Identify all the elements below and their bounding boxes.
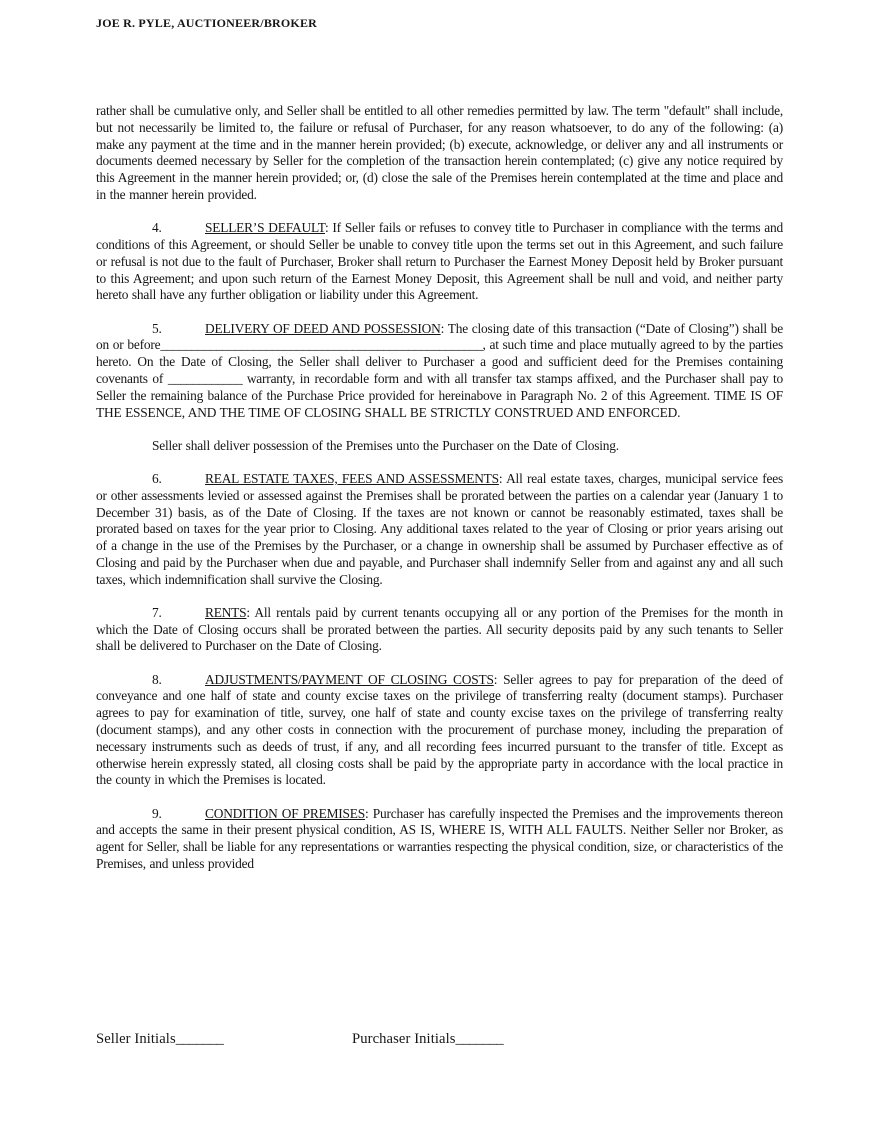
paragraph-text: rather shall be cumulative only, and Seller shall be entitled to all other remedies permitted by law. The term "default" shall include, but not necessarily be limited to, the failure or refusal of Purchaser, for any reason whatsoever, to do any of the following: (a) make any payment at the time and in the manner herein provided; (b) execute, acknowledge, or deliver any and all instruments or documents deemed necessary by Seller for the completion of the transaction herein contemplated; (c) give any notice required by this Agreement in the manner herein provided; or, (d) close the sale of the Premises herein contemplated at the time and place and in the manner herein provided. [96,103,783,202]
contract-body [96,103,783,889]
paragraph-possession [96,438,783,455]
paragraph-delivery-of-deed [96,321,783,422]
paragraph-text: : All rentals paid by current tenants occupying all or any portion of the Premises for the month in which the Date of Closing occurs shall be prorated between the parties. All security deposits paid by any such tenants to Seller shall be delivered to Purchaser on the Date of Closing. [96,604,783,654]
paragraph-rents [96,605,783,655]
paragraph-text: warranty, in recordable form and with all transfer tax stamps affixed, and the Purchaser shall pay to Seller the remaining balance of the Purchase Price provided for hereinabove in Paragraph No. 2 of this Agreement. TIME IS OF THE ESSENCE, AND THE TIME OF CLOSING SHALL BE STRICTLY CONSTRUED AND ENFORCED. [96,370,783,420]
purchaser-initials-blank-field[interactable]: _______ [455,1031,504,1047]
purchaser-initials [352,1031,503,1048]
section-heading-real-estate-taxes: REAL ESTATE TAXES, FEES AND ASSESSMENTS [205,470,499,486]
paragraph-condition-of-premises [96,806,783,873]
paragraph-number: 5. [152,320,162,336]
paragraph-number: 4. [152,220,162,236]
paragraph-text: Seller shall deliver possession of the Premises unto the Purchaser on the Date of Closing. [152,437,619,453]
paragraph-number: 7. [152,604,162,620]
closing-date-blank-field[interactable]: ____________________________________________________ [160,337,483,353]
paragraph-text: : All real estate taxes, charges, municipal service fees or other assessments levied or assessed against the Premises shall be prorated between the parties on a calendar year (January 1 to December 31) basis, as of the Date of Closing. If the taxes are not known or cannot be reasonably estimated, taxes shall be prorated based on taxes for the year prior to Closing. Any additional taxes related to the year of Closing or prior years arising out of a change in the use of the Premises by the Purchaser, or a change in ownership shall be assumed by Purchaser effective as of Closing and paid by the Purchaser when due and payable, and Purchaser shall indemnify Seller from and against any and all such taxes, which indemnification shall survive the Closing. [96,470,783,587]
paragraph-text: : Seller agrees to pay for preparation of the deed of conveyance and one half of state and county excise taxes on the privilege of transferring realty (document stamps). Purchaser agrees to pay for examination of title, survey, one half of state and county excise taxes on the privilege of transferring realty (document stamps), and any other costs in connection with the procurement of purchase money, including the preparation of necessary instruments such as deeds of trust, if any, and all recording fees incurred pursuant to the transfer of title. Except as otherwise herein expressly stated, all closing costs shall be paid by the appropriate party in accordance with the local practice in the county in which the Premises is located. [96,671,783,788]
paragraph-text: : Purchaser has carefully inspected the Premises and the improvements thereon and accepts the same in their present physical condition, AS IS, WHERE IS, WITH ALL FAULTS. Neither Seller nor Broker, as agent for Seller, shall be liable for any representations or warranties respecting the physical condition, size, or characteristics of the Premises, and unless provided [96,805,783,872]
broker-header: JOE R. PYLE, AUCTIONEER/BROKER [96,16,318,30]
paragraph-number: 9. [152,805,162,821]
purchaser-initials-label: Purchaser Initials [352,1031,456,1047]
paragraph-real-estate-taxes [96,471,783,589]
section-heading-sellers-default: SELLER’S DEFAULT [205,220,326,236]
paragraph-sellers-default [96,220,783,304]
paragraph-number: 8. [152,671,162,687]
paragraph-closing-costs [96,672,783,790]
warranty-type-blank-field[interactable]: ____________ [167,370,243,386]
section-heading-closing-costs: ADJUSTMENTS/PAYMENT OF CLOSING COSTS [205,671,494,687]
paragraph-number: 6. [152,470,162,486]
seller-initials [96,1031,223,1048]
section-heading-rents: RENTS [205,604,247,620]
paragraph-text: : The closing date of this transaction (“Date of Closing”) shall be on or before [96,320,783,353]
paragraph-text: : If Seller fails or refuses to convey title to Purchaser in compliance with the terms and conditions of this Agreement, or should Seller be unable to convey title upon the terms set out in this Agreement, and such failure or refusal is not due to the fault of Purchaser, Broker shall return to Purchaser the Earnest Money Deposit held by Broker pursuant to this Agreement; and upon such return of the Earnest Money Deposit, this Agreement shall be null and void, and neither party hereto shall have any further obligation or liability under this Agreement. [96,220,783,303]
paragraph-default-continuation [96,103,783,204]
section-heading-delivery-of-deed: DELIVERY OF DEED AND POSSESSION [205,320,441,336]
paragraph-text: , at such time and place mutually agreed to by the parties hereto. On the Date of Closing, the Seller shall deliver to Purchaser a good and sufficient deed for the Premises containing covenants of [96,337,783,386]
seller-initials-blank-field[interactable]: _______ [175,1031,224,1047]
section-heading-condition-of-premises: CONDITION OF PREMISES [205,805,366,821]
seller-initials-label: Seller Initials [96,1031,176,1047]
